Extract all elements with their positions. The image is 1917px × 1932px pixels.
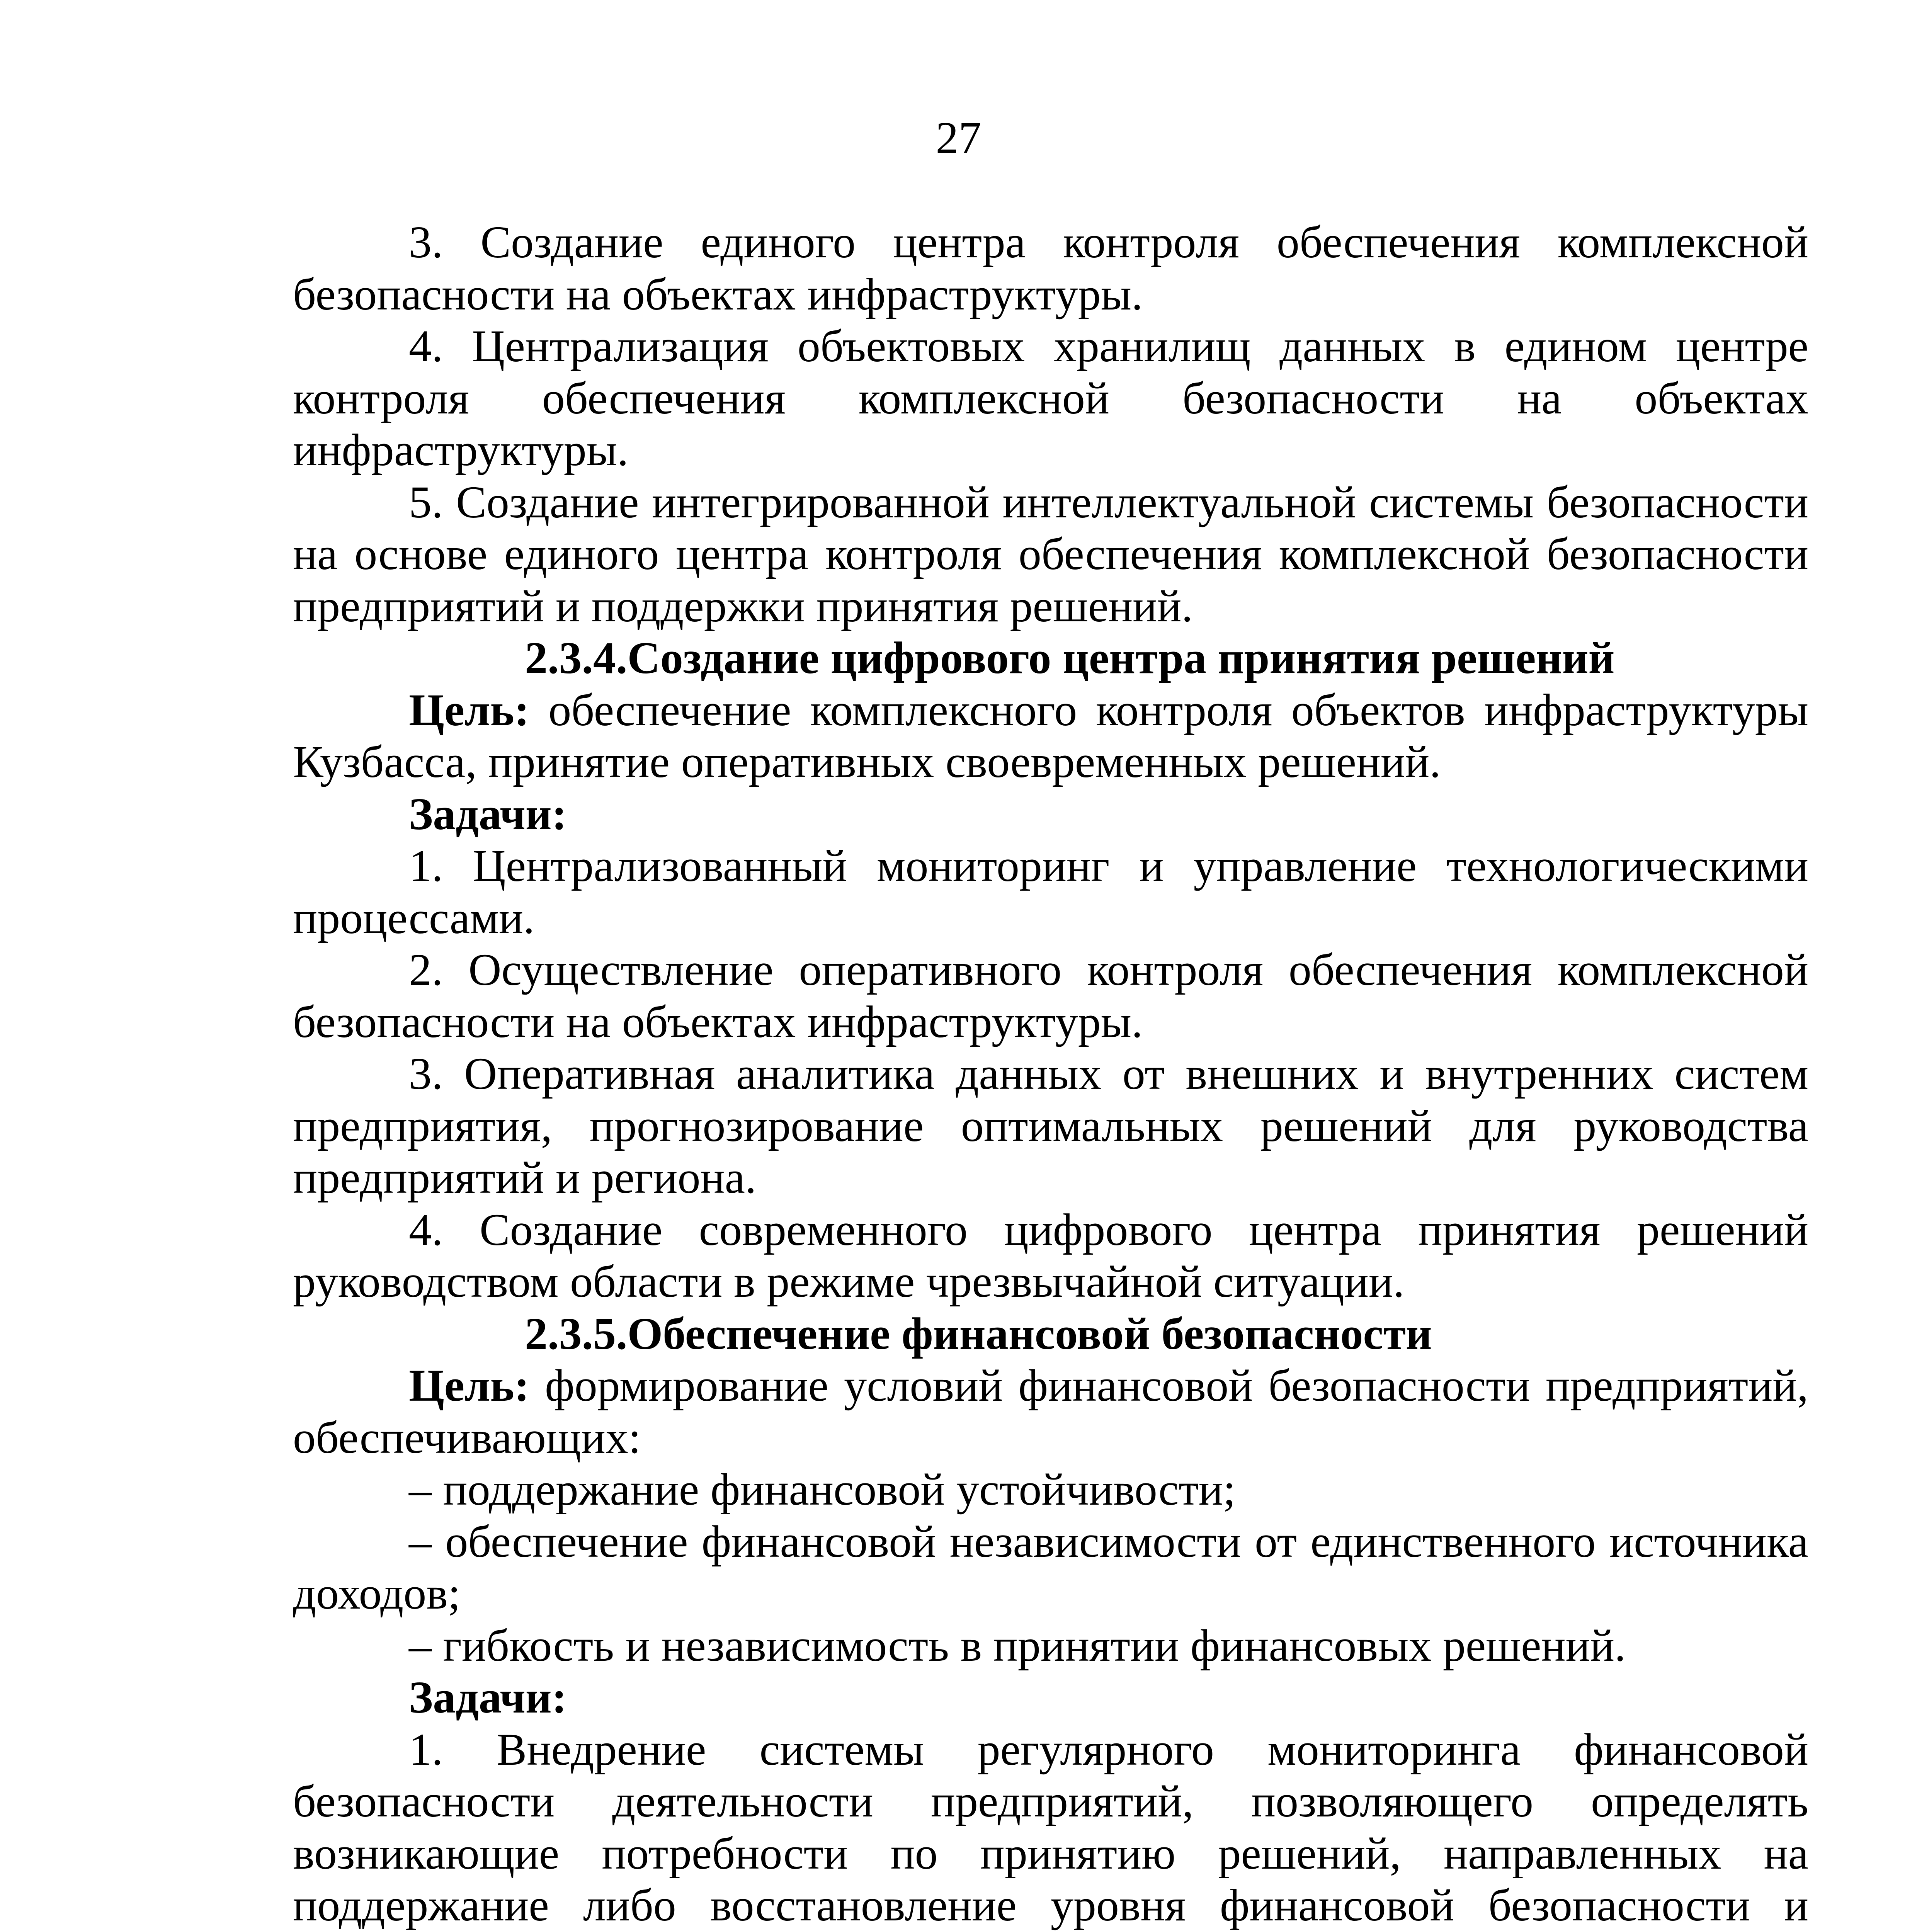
task-item: 4. Создание современного цифрового центра принятия решений руководством области в режиме чрезвычайной ситуации. xyxy=(293,1204,1808,1307)
section-heading-2-3-4 xyxy=(293,632,1808,684)
section-heading-2-3-5 xyxy=(293,1308,1808,1360)
goal-paragraph xyxy=(293,684,1808,788)
tasks-label: Задачи: xyxy=(409,788,567,839)
section-number: 2.3.4. xyxy=(525,633,628,683)
page-content xyxy=(293,216,1808,1932)
dash-item: – обеспечение финансовой независимости от единственного источника доходов; xyxy=(293,1516,1808,1619)
tasks-label: Задачи: xyxy=(409,1672,567,1723)
section-title: Обеспечение финансовой безопасности xyxy=(627,1308,1432,1359)
dash-item: – поддержание финансовой устойчивости; xyxy=(409,1464,1236,1515)
task-item: 2. Осуществление оперативного контроля обеспечения комплексной безопасности на объектах инфраструктуры. xyxy=(293,944,1808,1047)
goal-text: обеспечение комплексного контроля объектов инфраструктуры Кузбасса, принятие оперативных своевременных решений. xyxy=(293,684,1809,787)
paragraph: 4. Централизация объектовых хранилищ данных в едином центре контроля обеспечения комплексной безопасности на объектах инфраструктуры. xyxy=(293,321,1808,475)
paragraph: 3. Создание единого центра контроля обеспечения комплексной безопасности на объектах инфраструктуры. xyxy=(293,217,1808,320)
task-item: 3. Оперативная аналитика данных от внешних и внутренних систем предприятия, прогнозирование оптимальных решений для руководства предприятий и региона. xyxy=(293,1048,1808,1203)
paragraph: 5. Создание интегрированной интеллектуальной системы безопасности на основе единого центра контроля обеспечения комплексной безопасности предприятий и поддержки принятия решений. xyxy=(293,476,1808,631)
page-number: 27 xyxy=(936,112,981,163)
goal-text: формирование условий финансовой безопасности предприятий, обеспечивающих: xyxy=(293,1360,1808,1463)
task-item: 1. Централизованный мониторинг и управление технологическими процессами. xyxy=(293,840,1808,943)
goal-label: Цель: xyxy=(409,1360,530,1411)
goal-label: Цель: xyxy=(409,684,530,735)
task-item: 1. Внедрение системы регулярного мониторинга финансовой безопасности деятельности предприятий, позволяющего определять возникающие потребности по принятию решений, направленных на поддержание либо восстановление уровня финансовой безопасности и xyxy=(293,1724,1808,1930)
section-number: 2.3.5. xyxy=(525,1308,628,1359)
section-title: Создание цифрового центра принятия решений xyxy=(627,633,1615,683)
dash-item: – гибкость и независимость в принятии финансовых решений. xyxy=(409,1620,1626,1671)
goal-paragraph xyxy=(293,1360,1808,1464)
